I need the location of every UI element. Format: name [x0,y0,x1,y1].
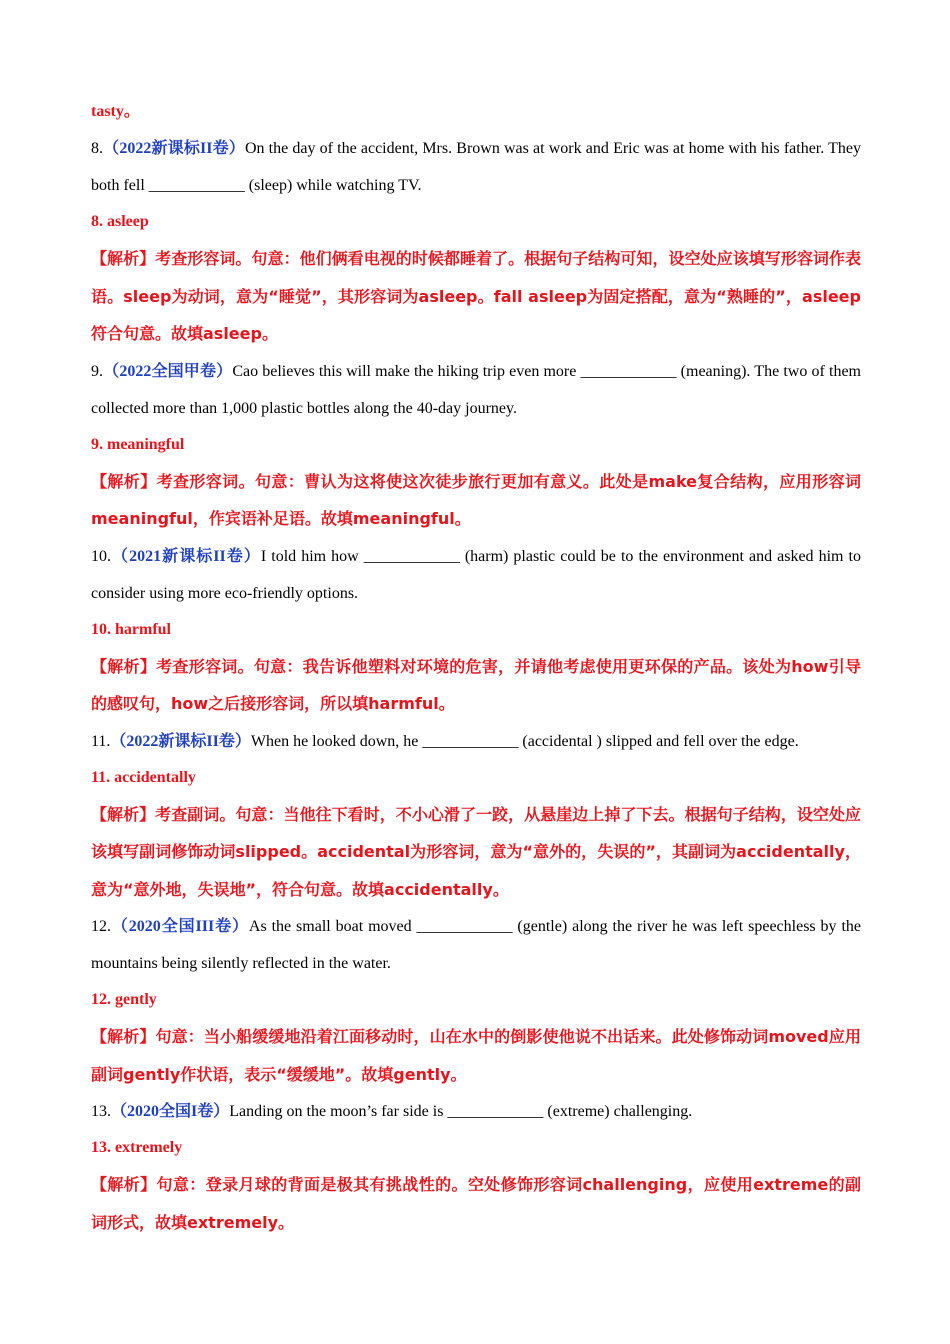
explanation-10: 【解析】考查形容词。句意：我告诉他塑料对环境的危害，并请他考虑使用更环保的产品。该处为how引导的感叹句，how之后接形容词，所以填harmful。 [91,656,861,713]
answer-10: 10. harmful [91,620,171,638]
question-text: When he looked down, he ____________ (accidental ) slipped and fell over the edge. [250,732,799,750]
question-9 [91,353,861,427]
document-page [91,93,861,1241]
question-13 [91,1093,861,1130]
question-source: （2022全国甲卷） [103,362,233,380]
question-number: 12. [91,918,111,935]
question-source: （2020全国III卷） [111,918,249,935]
question-source: （2022新课标II卷） [110,732,251,750]
answer-12: 12. gently [91,991,157,1008]
question-text: Landing on the moon’s far side is ____________ (extreme) challenging. [229,1103,693,1120]
question-source: （2022新课标II卷） [103,140,245,157]
top-fragment: tasty。 [91,103,140,120]
explanation-13: 【解析】句意：登录月球的背面是极其有挑战性的。空处修饰形容词challenging，应使用extreme的副词形式，故填extremely。 [91,1175,861,1232]
answer-9: 9. meaningful [91,435,185,453]
explanation-9: 【解析】考查形容词。句意：曹认为这将使这次徒步旅行更加有意义。此处是make复合结构，应用形容词meaningful，作宾语补足语。故填meaningful。 [91,471,861,528]
answer-13: 13. extremely [91,1139,183,1156]
question-text: On the day of the accident, Mrs. Brown was at work and Eric was at home with his father. They both fell ____________ (sleep) while watching TV. [91,140,861,194]
question-source: （2021新课标II卷） [111,547,261,565]
explanation-11: 【解析】考查副词。句意：当他往下看时，不小心滑了一跤，从悬崖边上掉了下去。根据句子结构，设空处应该填写副词修饰动词slipped。accidental为形容词，意为“意外的，失误的”，其副词为accidentally，意为“意外地，失误地”，符合句意。故填accidentally。 [91,804,861,899]
explanation-12: 【解析】句意：当小船缓缓地沿着江面移动时，山在水中的倒影使他说不出话来。此处修饰动词moved应用副词gently作状语，表示“缓缓地”。故填gently。 [91,1027,861,1084]
question-source: （2020全国I卷） [111,1103,230,1120]
question-number: 9. [91,362,103,380]
question-12 [91,908,861,982]
question-text: Cao believes this will make the hiking trip even more ____________ (meaning). The two of them collected more than 1,000 plastic bottles along the 40-day journey. [91,362,861,417]
question-8 [91,130,861,204]
question-11 [91,723,861,760]
question-number: 13. [91,1103,111,1120]
question-10 [91,538,861,612]
question-number: 11. [91,732,111,750]
question-text: I told him how ____________ (harm) plastic could be to the environment and asked him to consider using more eco-friendly options. [91,547,861,602]
answer-11: 11. accidentally [91,768,196,786]
question-number: 8. [91,140,103,157]
answer-8: 8. asleep [91,213,149,230]
explanation-8: 【解析】考查形容词。句意：他们俩看电视的时候都睡着了。根据句子结构可知，设空处应该填写形容词作表语。sleep为动词，意为“睡觉”，其形容词为asleep。fall asleep为固定搭配，意为“熟睡的”，asleep符合句意。故填asleep。 [91,249,861,343]
question-number: 10. [91,547,111,565]
question-text: As the small boat moved ____________ (gentle) along the river he was left speechless by the mountains being silently reflected in the water. [91,918,862,972]
